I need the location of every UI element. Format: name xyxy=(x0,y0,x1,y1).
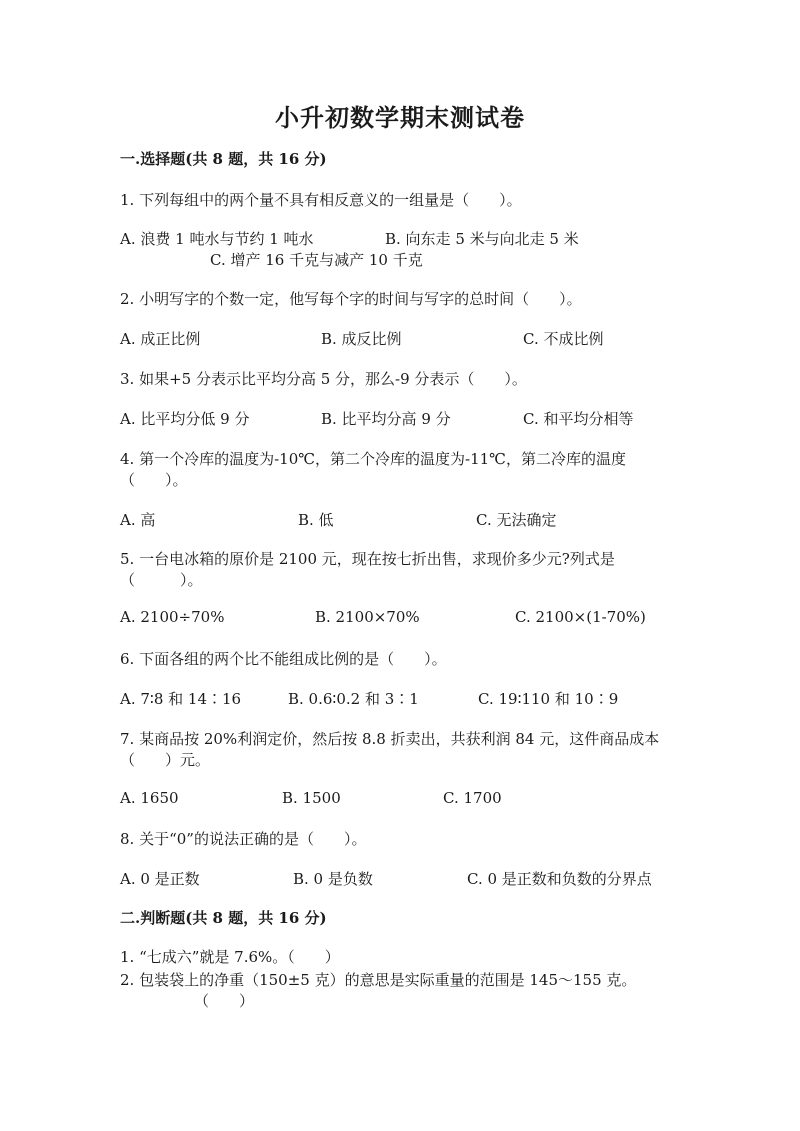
q3-option-c: C. 和平均分相等 xyxy=(523,410,634,428)
question-5: 5. 一台电冰箱的原价是 2100 元，现在按七折出售，求现价多少元?列式是 xyxy=(120,550,615,568)
q2-option-c: C. 不成比例 xyxy=(523,330,604,348)
q3-option-a: A. 比平均分低 9 分 xyxy=(120,410,250,428)
q7-option-a: A. 1650 xyxy=(120,789,179,807)
q8-option-a: A. 0 是正数 xyxy=(120,870,200,888)
section-heading-choice: 一.选择题(共 8 题，共 16 分) xyxy=(120,150,327,168)
judge-question-2-cont: （ ） xyxy=(194,992,255,1010)
q6-option-b: B. 0.6∶0.2 和 3∶1 xyxy=(288,690,419,708)
question-1: 1. 下列每组中的两个量不具有相反意义的一组量是（ ）。 xyxy=(120,191,522,209)
question-7-cont: （ ）元。 xyxy=(120,751,211,769)
q1-option-c: C. 增产 16 千克与减产 10 千克 xyxy=(210,251,423,269)
q8-option-b: B. 0 是负数 xyxy=(293,870,373,888)
question-2: 2. 小明写字的个数一定，他写每个字的时间与写字的总时间（ ）。 xyxy=(120,290,582,308)
section-heading-judgement: 二.判断题(共 8 题，共 16 分) xyxy=(120,909,327,927)
q4-option-a: A. 高 xyxy=(120,511,156,529)
judge-question-1: 1. “七成六”就是 7.6%。（ ） xyxy=(120,948,340,966)
q8-option-c: C. 0 是正数和负数的分界点 xyxy=(467,870,652,888)
q2-option-b: B. 成反比例 xyxy=(321,330,402,348)
q7-option-b: B. 1500 xyxy=(282,789,341,807)
q5-option-b: B. 2100×70% xyxy=(315,608,420,626)
question-4: 4. 第一个冷库的温度为-10℃，第二个冷库的温度为-11℃，第二冷库的温度 xyxy=(120,450,626,468)
question-3: 3. 如果+5 分表示比平均分高 5 分，那么-9 分表示（ ）。 xyxy=(120,370,527,388)
question-7: 7. 某商品按 20%利润定价，然后按 8.8 折卖出，共获利润 84 元，这件商品成本 xyxy=(120,730,660,748)
question-4-cont: （ ）。 xyxy=(120,471,188,489)
page-title: 小升初数学期末测试卷 xyxy=(275,103,525,132)
question-6: 6. 下面各组的两个比不能组成比例的是（ ）。 xyxy=(120,650,447,668)
q6-option-c: C. 19∶110 和 10∶9 xyxy=(478,690,619,708)
q7-option-c: C. 1700 xyxy=(443,789,502,807)
q2-option-a: A. 成正比例 xyxy=(120,330,201,348)
q6-option-a: A. 7∶8 和 14∶16 xyxy=(120,690,242,708)
question-5-cont: （ ）。 xyxy=(120,571,203,589)
judge-question-2: 2. 包装袋上的净重（150±5 克）的意思是实际重量的范围是 145～155 克。 xyxy=(120,971,637,989)
q4-option-c: C. 无法确定 xyxy=(476,511,557,529)
question-8: 8. 关于“0”的说法正确的是（ ）。 xyxy=(120,830,367,848)
q1-option-b: B. 向东走 5 米与向北走 5 米 xyxy=(385,230,579,248)
q1-option-a: A. 浪费 1 吨水与节约 1 吨水 xyxy=(120,230,314,248)
q5-option-c: C. 2100×(1-70%) xyxy=(515,608,646,626)
q4-option-b: B. 低 xyxy=(298,511,334,529)
q3-option-b: B. 比平均分高 9 分 xyxy=(321,410,451,428)
q5-option-a: A. 2100÷70% xyxy=(120,608,225,626)
